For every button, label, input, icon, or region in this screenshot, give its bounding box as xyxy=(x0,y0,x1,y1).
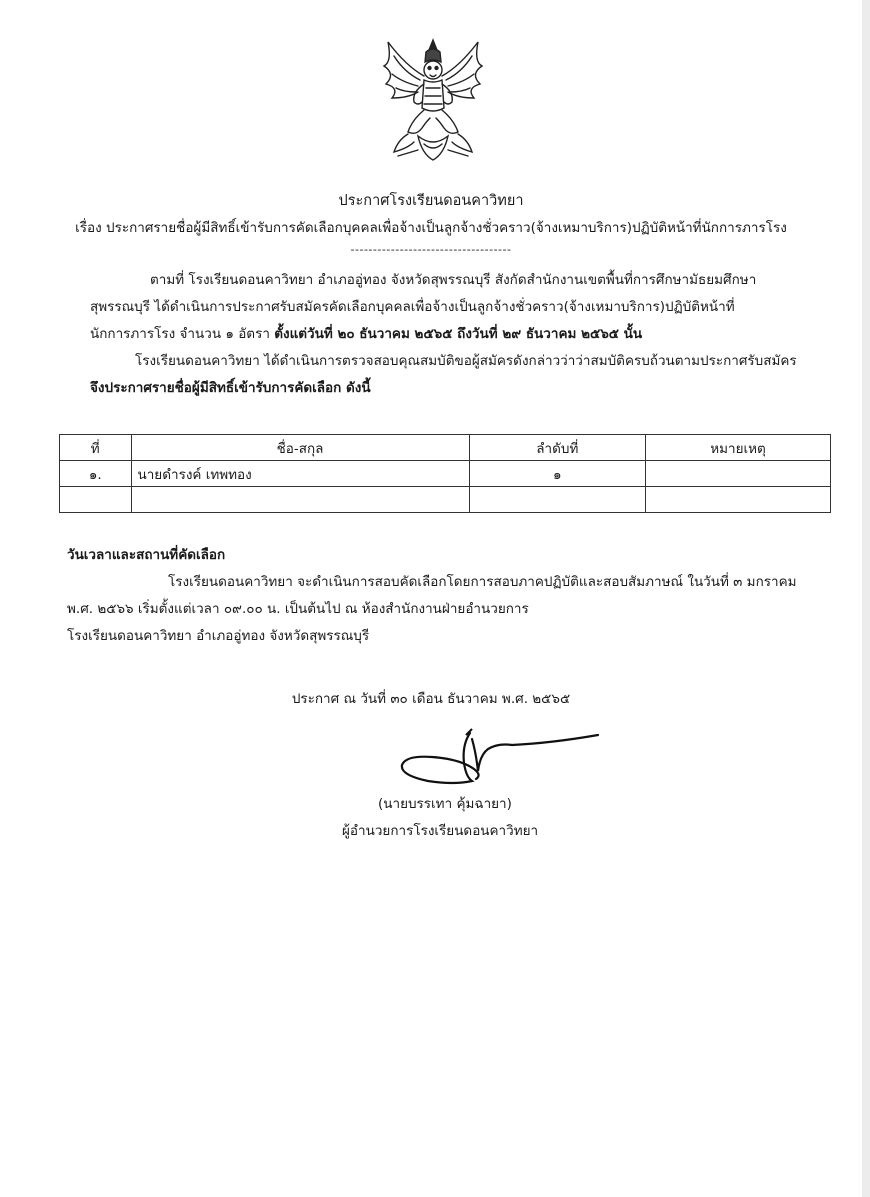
headcount-text: นักการภารโรง จำนวน ๑ อัตรา xyxy=(90,326,270,342)
schedule-line-3: โรงเรียนดอนคาวิทยา อำเภออู่ทอง จังหวัดสุพรรณบุรี xyxy=(67,628,370,644)
paragraph-1-line-1: ตามที่ โรงเรียนดอนคาวิทยา อำเภออู่ทอง จังหวัดสุพรรณบุรี สังกัดสำนักงานเขตพื้นที่การศึกษามัธยมศึกษา xyxy=(150,272,757,288)
paragraph-1-line-3 xyxy=(90,324,642,344)
cell-no xyxy=(60,487,132,513)
handwritten-signature xyxy=(392,725,607,790)
garuda-emblem-icon xyxy=(378,36,488,166)
signer-title: ผู้อำนวยการโรงเรียนดอนคาวิทยา xyxy=(342,823,539,839)
application-period: ตั้งแต่วันที่ ๒๐ ธันวาคม ๒๕๖๕ ถึงวันที่ ๒๙ ธันวาคม ๒๕๖๕ นั้น xyxy=(274,326,643,342)
column-header-note: หมายเหตุ xyxy=(646,435,831,461)
announcement-subject: เรื่อง ประกาศรายชื่อผู้มีสิทธิ์เข้ารับการคัดเลือกบุคคลเพื่อจ้างเป็นลูกจ้างชั่วคราว(จ้างเหมาบริการ)ปฏิบัติหน้าที่นักการภารโรง xyxy=(75,220,787,236)
column-header-name: ชื่อ-สกุล xyxy=(131,435,469,461)
cell-rank xyxy=(469,487,646,513)
paragraph-2-line-1: โรงเรียนดอนคาวิทยา ได้ดำเนินการตรวจสอบคุณสมบัติขอผู้สมัครดังกล่าวว่าว่าสมบัติครบถ้วนตามประกาศรับสมัคร xyxy=(135,353,797,369)
candidate-table xyxy=(59,434,831,513)
cell-rank: ๑ xyxy=(469,461,646,487)
schedule-line-2: พ.ศ. ๒๕๖๖ เริ่มตั้งแต่เวลา ๐๙.๐๐ น. เป็นต้นไป ณ ห้องสำนักงานฝ่ายอำนวยการ xyxy=(67,601,529,617)
table-row xyxy=(60,487,831,513)
announcement-title: ประกาศโรงเรียนดอนคาวิทยา xyxy=(338,193,524,209)
paragraph-1-line-2: สุพรรณบุรี ได้ดำเนินการประกาศรับสมัครคัดเลือกบุคคลเพื่อจ้างเป็นลูกจ้างชั่วคราว(จ้างเหมาบริการ)ปฏิบัติหน้าที่ xyxy=(90,299,735,315)
table-row xyxy=(60,461,831,487)
cell-name: นายดำรงค์ เทพทอง xyxy=(131,461,469,487)
title-divider: ------------------------------------ xyxy=(350,243,512,256)
cell-name xyxy=(131,487,469,513)
column-header-rank: ลำดับที่ xyxy=(469,435,646,461)
table-header-row xyxy=(60,435,831,461)
cell-no: ๑. xyxy=(60,461,132,487)
column-header-no: ที่ xyxy=(60,435,132,461)
paragraph-2-line-2: จึงประกาศรายชื่อผู้มีสิทธิ์เข้ารับการคัดเลือก ดังนี้ xyxy=(90,380,371,396)
announcement-date: ประกาศ ณ วันที่ ๓๐ เดือน ธันวาคม พ.ศ. ๒๕๖๕ xyxy=(291,691,571,707)
signer-name: (นายบรรเทา คุ้มฉายา) xyxy=(378,796,512,812)
schedule-heading: วันเวลาและสถานที่คัดเลือก xyxy=(67,547,226,563)
cell-note xyxy=(646,487,831,513)
schedule-line-1: โรงเรียนดอนคาวิทยา จะดำเนินการสอบคัดเลือกโดยการสอบภาคปฏิบัติและสอบสัมภาษณ์ ในวันที่ ๓ มกราคม xyxy=(168,574,797,590)
cell-note xyxy=(646,461,831,487)
